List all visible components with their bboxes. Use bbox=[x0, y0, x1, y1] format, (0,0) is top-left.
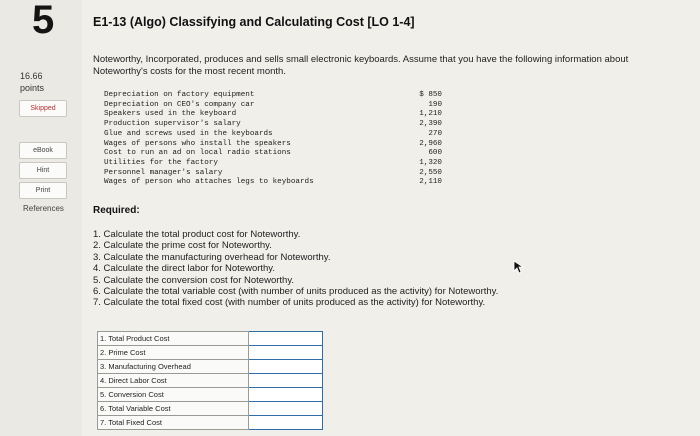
skipped-badge[interactable]: Skipped bbox=[19, 100, 67, 117]
cost-row bbox=[104, 169, 442, 179]
answer-label: 2. Prime Cost bbox=[98, 346, 249, 360]
question-number: 5 bbox=[32, 0, 55, 42]
required-heading: Required: bbox=[93, 205, 140, 216]
answer-input[interactable] bbox=[249, 360, 323, 374]
cost-row bbox=[104, 178, 442, 188]
answer-input[interactable] bbox=[249, 388, 323, 402]
references-link[interactable]: References bbox=[23, 204, 64, 213]
required-item: 4. Calculate the direct labor for Noteworthy. bbox=[93, 263, 275, 275]
answer-input[interactable] bbox=[249, 402, 323, 416]
answer-label: 3. Manufacturing Overhead bbox=[98, 360, 249, 374]
question-title: E1-13 (Algo) Classifying and Calculating Cost [LO 1-4] bbox=[93, 15, 415, 29]
cost-amount: 270 bbox=[428, 129, 442, 138]
cost-label: Speakers used in the keyboard bbox=[104, 110, 237, 119]
cost-row bbox=[104, 159, 442, 169]
required-item: 2. Calculate the prime cost for Noteworthy. bbox=[93, 240, 272, 252]
cost-row bbox=[104, 140, 442, 150]
cost-row bbox=[104, 120, 442, 130]
cost-label: Utilities for the factory bbox=[104, 158, 218, 167]
required-item: 5. Calculate the conversion cost for Noteworthy. bbox=[93, 274, 295, 286]
answer-label: 7. Total Fixed Cost bbox=[98, 416, 249, 430]
points-info bbox=[20, 70, 44, 94]
answer-row bbox=[98, 332, 323, 346]
answer-label: 1. Total Product Cost bbox=[98, 332, 249, 346]
cost-row bbox=[104, 130, 442, 140]
cost-label: Wages of person who attaches legs to keyboards bbox=[104, 178, 314, 187]
cost-label: Glue and screws used in the keyboards bbox=[104, 129, 273, 138]
cost-amount: 600 bbox=[428, 149, 442, 158]
points-label: points bbox=[20, 83, 45, 93]
print-button[interactable]: Print bbox=[19, 182, 67, 199]
cost-amount: 2,550 bbox=[419, 168, 442, 177]
cost-label: Personnel manager's salary bbox=[104, 168, 223, 177]
cost-amount: 2,110 bbox=[419, 178, 442, 187]
cost-list bbox=[104, 91, 442, 188]
required-item: 7. Calculate the total fixed cost (with number of units produced as the activity) for Noteworthy. bbox=[93, 297, 486, 309]
answer-label: 6. Total Variable Cost bbox=[98, 402, 249, 416]
cost-label: Cost to run an ad on local radio stations bbox=[104, 149, 291, 158]
intro-line-2: Noteworthy's costs for the most recent month. bbox=[93, 66, 286, 77]
answer-input[interactable] bbox=[249, 374, 323, 388]
answer-label: 4. Direct Labor Cost bbox=[98, 374, 249, 388]
cost-amount: 2,390 bbox=[419, 120, 442, 129]
cost-amount: 2,960 bbox=[419, 139, 442, 148]
cost-label: Wages of persons who install the speakers bbox=[104, 139, 291, 148]
required-item: 1. Calculate the total product cost for Noteworthy. bbox=[93, 229, 301, 240]
answer-row bbox=[98, 346, 323, 360]
answer-row bbox=[98, 388, 323, 402]
cost-row bbox=[104, 149, 442, 159]
answer-row bbox=[98, 416, 323, 430]
intro-line-1: Noteworthy, Incorporated, produces and sells small electronic keyboards. Assume that you have the following information about bbox=[93, 54, 629, 65]
ebook-button[interactable]: eBook bbox=[19, 142, 67, 159]
answer-input[interactable] bbox=[249, 416, 323, 430]
cost-amount: 1,210 bbox=[419, 110, 442, 119]
answer-input[interactable] bbox=[249, 346, 323, 360]
required-list bbox=[93, 229, 498, 309]
answer-table bbox=[97, 331, 323, 430]
question-intro bbox=[93, 54, 628, 78]
hint-button[interactable]: Hint bbox=[19, 162, 67, 179]
mouse-cursor-icon bbox=[513, 260, 525, 274]
cost-amount: $ 850 bbox=[419, 91, 442, 99]
answer-input[interactable] bbox=[249, 332, 323, 346]
cost-label: Production supervisor's salary bbox=[104, 120, 241, 129]
cost-amount: 1,320 bbox=[419, 158, 442, 167]
cost-row bbox=[104, 91, 442, 101]
cost-label: Depreciation on CEO's company car bbox=[104, 100, 255, 109]
points-value: 16.66 bbox=[20, 71, 43, 81]
answer-row bbox=[98, 360, 323, 374]
required-item: 6. Calculate the total variable cost (with number of units produced as the activity) for Noteworthy. bbox=[93, 286, 499, 298]
answer-row bbox=[98, 402, 323, 416]
answer-label: 5. Conversion Cost bbox=[98, 388, 249, 402]
answer-row bbox=[98, 374, 323, 388]
cost-row bbox=[104, 101, 442, 111]
sidebar bbox=[0, 0, 82, 436]
required-item: 3. Calculate the manufacturing overhead for Noteworthy. bbox=[93, 251, 331, 263]
cost-amount: 190 bbox=[428, 100, 442, 109]
cost-label: Depreciation on factory equipment bbox=[104, 91, 255, 99]
cost-row bbox=[104, 110, 442, 120]
